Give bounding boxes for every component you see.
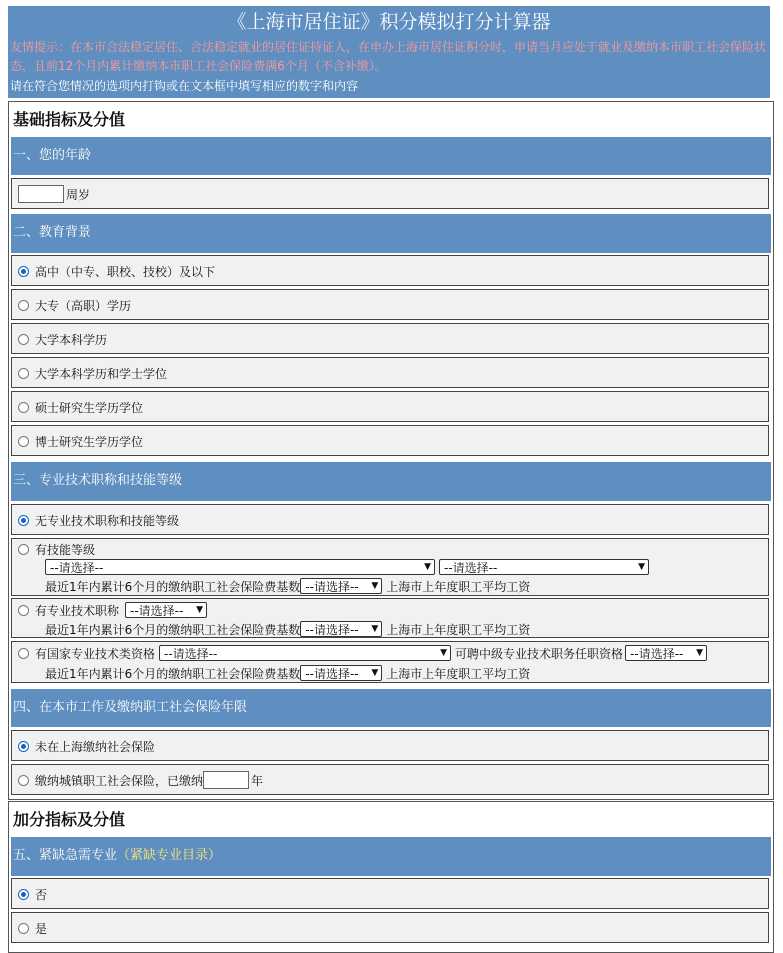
- skill-contribution-select[interactable]: --请选择-- ▼: [300, 578, 382, 594]
- section-shortage-header: [11, 837, 771, 876]
- shortage-no-row[interactable]: [11, 878, 769, 909]
- education-radio[interactable]: [18, 266, 29, 277]
- contribution-suffix-label: 上海市上年度职工平均工资: [386, 622, 531, 637]
- age-unit-label: 周岁: [66, 187, 91, 202]
- education-option-label: 大学本科学历和学士学位: [35, 366, 168, 381]
- chevron-down-icon: ▼: [424, 562, 431, 572]
- shortage-catalog-link[interactable]: （紧缺专业目录）: [117, 848, 222, 863]
- professional-title-label: 有专业技术职称: [35, 603, 120, 618]
- section-title-skill-title: 三、专业技术职称和技能等级: [13, 473, 183, 488]
- education-radio[interactable]: [18, 402, 29, 413]
- shortage-yes-radio[interactable]: [18, 923, 29, 934]
- age-row: [11, 178, 769, 209]
- chevron-down-icon: ▼: [638, 562, 645, 572]
- professional-contribution-select[interactable]: --请选择-- ▼: [300, 621, 382, 637]
- age-input[interactable]: [18, 185, 64, 203]
- skill-category-select[interactable]: --请选择-- ▼: [45, 559, 435, 575]
- section-insurance-title: 四、在本市工作及缴纳职工社会保险年限: [13, 700, 248, 715]
- bonus-indicators-title: 加分指标及分值: [13, 810, 126, 829]
- insurance-years-row: [11, 764, 769, 795]
- national-contribution-select[interactable]: --请选择-- ▼: [300, 665, 382, 681]
- education-option-label: 硕士研究生学历学位: [35, 400, 144, 415]
- education-radio[interactable]: [18, 368, 29, 379]
- chevron-down-icon: ▼: [696, 648, 704, 658]
- chevron-down-icon: ▼: [440, 648, 448, 658]
- contribution-suffix-label: 上海市上年度职工平均工资: [386, 579, 531, 594]
- education-option-row[interactable]: [11, 425, 769, 456]
- notice-text: 友情提示：在本市合法稳定居住、合法稳定就业的居住证持证人，在申办上海市居住证积分时，申请当月应处于就业及缴纳本市职工社会保险状态，且前12个月内累计缴纳本市职工社会保险费满6个月（不含补缴）。: [10, 40, 767, 73]
- professional-title-radio[interactable]: [18, 605, 29, 616]
- national-qualification-label: 有国家专业技术类资格: [35, 646, 156, 661]
- education-option-row[interactable]: [11, 391, 769, 422]
- contribution-suffix-label: 上海市上年度职工平均工资: [386, 666, 531, 681]
- shortage-no-label: 否: [35, 887, 48, 902]
- section-education-title: 二、教育背景: [13, 225, 92, 240]
- basic-indicators-title: 基础指标及分值: [13, 110, 126, 129]
- chevron-down-icon: ▼: [371, 624, 379, 634]
- skill-level-row: [11, 538, 769, 596]
- insurance-years-unit: 年: [251, 773, 264, 788]
- education-radio[interactable]: [18, 436, 29, 447]
- no-title-row[interactable]: [11, 504, 769, 535]
- section-title-skill-header: [11, 462, 771, 501]
- education-option-label: 博士研究生学历学位: [35, 434, 144, 449]
- insurance-years-radio[interactable]: [18, 775, 29, 786]
- section-age-title: 一、您的年龄: [13, 148, 92, 163]
- insurance-years-prefix: 缴纳城镇职工社会保险，已缴纳: [35, 773, 204, 788]
- no-title-label: 无专业技术职称和技能等级: [35, 513, 180, 528]
- contribution-prefix-label: 最近1年内累计6个月的缴纳职工社会保险费基数: [45, 666, 301, 681]
- insurance-years-input[interactable]: [203, 771, 249, 789]
- education-option-label: 大学本科学历: [35, 332, 108, 347]
- chevron-down-icon: ▼: [371, 668, 379, 678]
- section-age-header: [11, 137, 771, 175]
- instruction-text: 请在符合您情况的选项内打钩或在文本框中填写相应的数字和内容: [10, 79, 359, 93]
- no-insurance-row[interactable]: [11, 730, 769, 761]
- shortage-yes-row[interactable]: [11, 912, 769, 943]
- no-insurance-radio[interactable]: [18, 741, 29, 752]
- no-insurance-label: 未在上海缴纳社会保险: [35, 739, 156, 754]
- section-education-header: [11, 214, 771, 253]
- education-radio[interactable]: [18, 334, 29, 345]
- hireable-qualification-select[interactable]: --请选择-- ▼: [625, 645, 707, 661]
- education-option-label: 大专（高职）学历: [35, 298, 132, 313]
- education-option-label: 高中（中专、职校、技校）及以下: [35, 264, 216, 279]
- skill-level-label: 有技能等级: [35, 542, 96, 557]
- education-option-row[interactable]: [11, 289, 769, 320]
- section-insurance-header: [11, 689, 771, 727]
- skill-grade-select[interactable]: --请选择-- ▼: [439, 559, 649, 575]
- professional-title-select[interactable]: --请选择-- ▼: [125, 602, 207, 618]
- education-radio[interactable]: [18, 300, 29, 311]
- skill-level-radio[interactable]: [18, 544, 29, 555]
- shortage-yes-label: 是: [35, 921, 48, 936]
- education-option-row[interactable]: [11, 323, 769, 354]
- national-qualification-select[interactable]: --请选择-- ▼: [159, 645, 451, 661]
- professional-title-row: [11, 598, 769, 638]
- section-shortage-title: 五、紧缺急需专业: [13, 848, 118, 863]
- chevron-down-icon: ▼: [371, 581, 379, 591]
- contribution-prefix-label: 最近1年内累计6个月的缴纳职工社会保险费基数: [45, 579, 301, 594]
- national-qualification-radio[interactable]: [18, 648, 29, 659]
- hireable-qualification-label: 可聘中级专业技术职务任职资格: [455, 646, 624, 661]
- education-option-row[interactable]: [11, 357, 769, 388]
- shortage-no-radio[interactable]: [18, 889, 29, 900]
- education-option-row[interactable]: [11, 255, 769, 286]
- contribution-prefix-label: 最近1年内累计6个月的缴纳职工社会保险费基数: [45, 622, 301, 637]
- national-qualification-row: [11, 641, 769, 683]
- no-title-radio[interactable]: [18, 515, 29, 526]
- chevron-down-icon: ▼: [196, 605, 204, 615]
- page-title: 《上海市居住证》积分模拟打分计算器: [227, 11, 551, 33]
- header-banner: [8, 6, 770, 98]
